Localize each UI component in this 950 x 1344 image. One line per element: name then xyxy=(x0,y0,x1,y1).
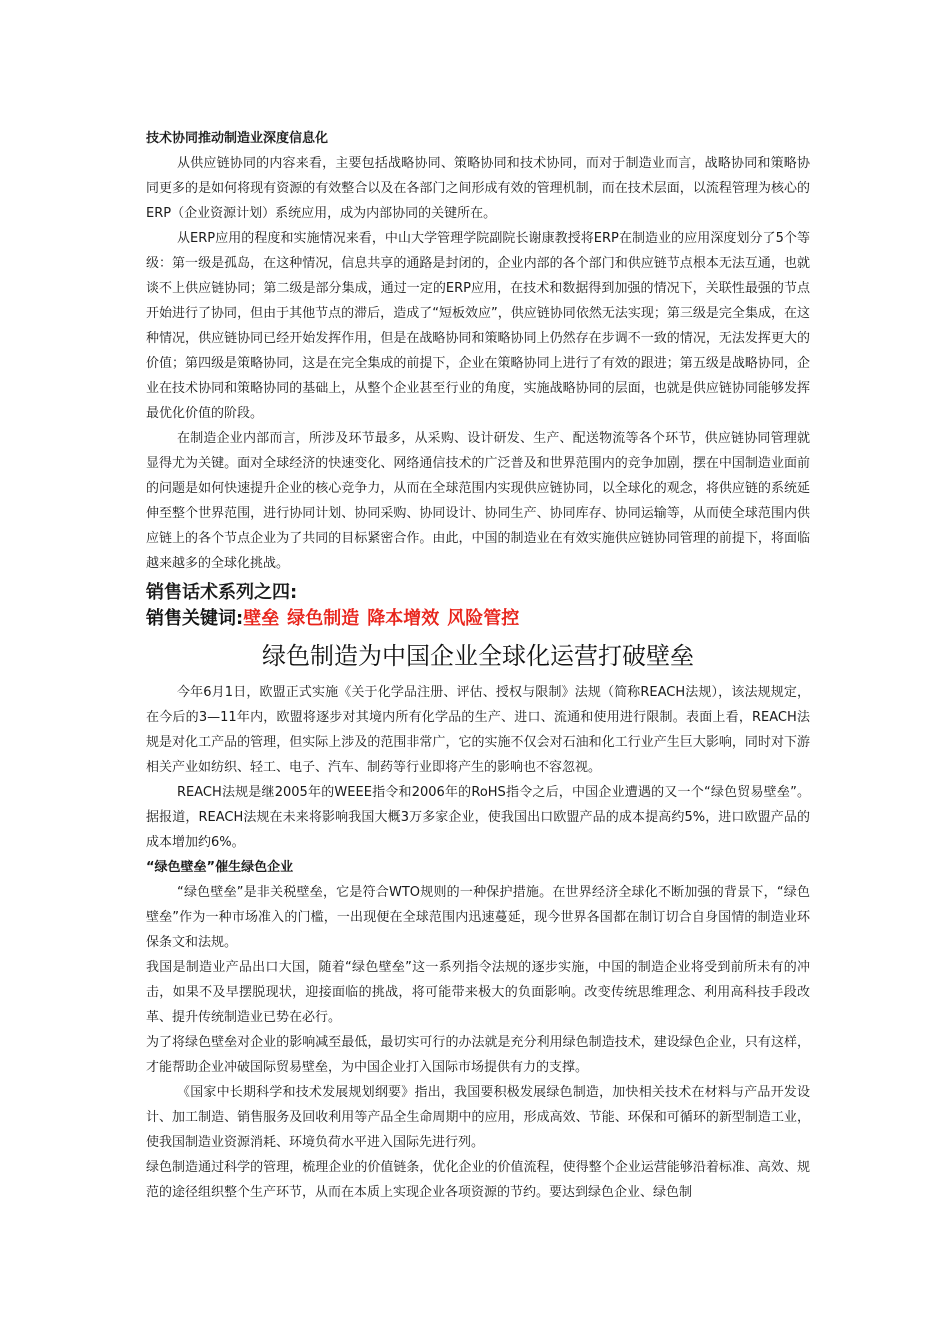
section-heading: 技术协同推动制造业深度信息化 xyxy=(146,131,329,146)
paragraph: 为了将绿色壁垒对企业的影响减至最低，最切实可行的办法就是充分利用绿色制造技术，建设绿色企业，只有这样，才能帮助企业冲破国际贸易壁垒，为中国企业打入国际市场提供有力的支撑。 xyxy=(146,1035,810,1075)
keyword: 降本增效 xyxy=(367,608,440,629)
keyword: 风险管控 xyxy=(447,608,520,629)
paragraph: 《国家中长期科学和技术发展规划纲要》指出，我国要积极发展绿色制造，加快相关技术在材料与产品开发设计、加工制造、销售服务及回收利用等产品全生命周期中的应用，形成高效、节能、环保和可循环的新型制造工业，使我国制造业资源消耗、环境负荷水平进入国际先进行列。 xyxy=(146,1085,810,1150)
paragraph: 绿色制造通过科学的管理，梳理企业的价值链条，优化企业的价值流程，使得整个企业运营能够沿着标准、高效、规范的途径组织整个生产环节，从而在本质上实现企业各项资源的节约。要达到绿色企业、绿色制 xyxy=(146,1160,810,1200)
paragraph: REACH法规是继2005年的WEEE指令和2006年的RoHS指令之后，中国企业遭遇的又一个“绿色贸易壁垒”。据报道，REACH法规在未来将影响我国大概3万多家企业，使我国出口欧盟产品的成本提高约5%，进口欧盟产品的成本增加约6%。 xyxy=(146,785,810,850)
keyword: 绿色制造 xyxy=(287,608,360,629)
paragraph: 从ERP应用的程度和实施情况来看，中山大学管理学院副院长谢康教授将ERP在制造业的应用深度划分了5个等级：第一级是孤岛，在这种情况，信息共享的通路是封闭的，企业内部的各个部门和供应链节点根本无法互通，也就谈不上供应链协同；第二级是部分集成，通过一定的ERP应用，在技术和数据得到加强的情况下，关联性最强的节点开始进行了协同，但由于其他节点的滞后，造成了“短板效应”，供应链协同依然无法实现；第三级是完全集成，在这种情况，供应链协同已经开始发挥作用，但是在战略协同和策略协同上仍然存在步调不一致的情况，无法发挥更大的价值；第四级是策略协同，这是在完全集成的前提下，企业在策略协同上进行了有效的跟进；第五级是战略协同，企业在技术协同和策略协同的基础上，从整个企业甚至行业的角度，实施战略协同的层面，也就是供应链协同能够发挥最优化价值的阶段。 xyxy=(146,231,810,421)
article-subheading: “绿色壁垒”催生绿色企业 xyxy=(146,860,294,875)
paragraph: 在制造企业内部而言，所涉及环节最多，从采购、设计研发、生产、配送物流等各个环节，供应链协同管理就显得尤为关键。面对全球经济的快速变化、网络通信技术的广泛普及和世界范围内的竞争加剧，摆在中国制造业面前的问题是如何快速提升企业的核心竞争力，从而在全球范围内实现供应链协同，以全球化的观念，将供应链的系统延伸至整个世界范围，进行协同计划、协同采购、协同设计、协同生产、协同库存、协同运输等，从而使全球范围内供应链上的各个节点企业为了共同的目标紧密合作。由此，中国的制造业在有效实施供应链协同管理的前提下，将面临越来越多的全球化挑战。 xyxy=(146,431,810,571)
series-title: 销售话术系列之四: xyxy=(146,582,298,603)
document-content xyxy=(146,126,810,1205)
keywords-label: 销售关键词: xyxy=(146,608,244,629)
paragraph: 从供应链协同的内容来看，主要包括战略协同、策略协同和技术协同，而对于制造业而言，战略协同和策略协同更多的是如何将现有资源的有效整合以及在各部门之间形成有效的管理机制，而在技术层面，以流程管理为核心的ERP（企业资源计划）系统应用，成为内部协同的关键所在。 xyxy=(146,156,810,221)
paragraph: “绿色壁垒”是非关税壁垒，它是符合WTO规则的一种保护措施。在世界经济全球化不断加强的背景下，“绿色壁垒”作为一种市场准入的门槛，一出现便在全球范围内迅速蔓延，现今世界各国都在制订切合自身国情的制造业环保条文和法规。 xyxy=(146,885,810,950)
paragraph: 今年6月1日，欧盟正式实施《关于化学品注册、评估、授权与限制》法规（简称REACH法规），该法规规定，在今后的3—11年内，欧盟将逐步对其境内所有化学品的生产、进口、流通和使用进行限制。表面上看，REACH法规是对化工产品的管理，但实际上涉及的范围非常广，它的实施不仅会对石油和化工行业产生巨大影响，同时对下游相关产业如纺织、轻工、电子、汽车、制药等行业即将产生的影响也不容忽视。 xyxy=(146,685,810,775)
paragraph: 我国是制造业产品出口大国，随着“绿色壁垒”这一系列指令法规的逐步实施，中国的制造企业将受到前所未有的冲击，如果不及早摆脱现状，迎接面临的挑战，将可能带来极大的负面影响。改变传统思维理念、利用高科技手段改革、提升传统制造业已势在必行。 xyxy=(146,960,810,1025)
keyword: 壁垒 xyxy=(243,608,280,629)
article-title: 绿色制造为中国企业全球化运营打破壁垒 xyxy=(262,642,694,670)
keywords-line xyxy=(146,605,810,632)
